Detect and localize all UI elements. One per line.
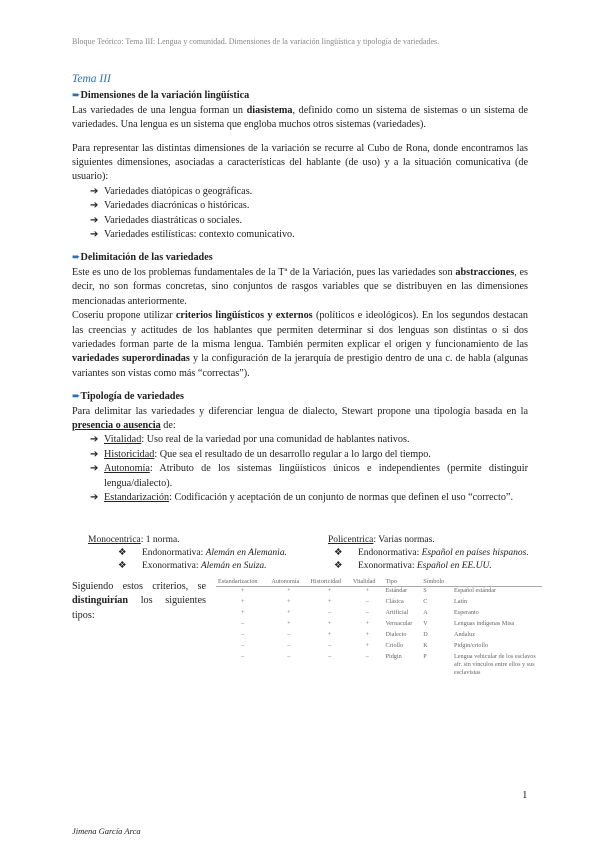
table-cell: +	[240, 587, 245, 594]
column-header: Vitalidad	[351, 577, 384, 587]
table-cell: +	[327, 620, 332, 627]
criterion-term: Vitalidad	[104, 434, 142, 446]
table-cell: Clásica	[385, 598, 404, 605]
paragraph	[72, 405, 528, 434]
criterion-text: : Atributo de los sistemas lingüísticos únicos e independientes (permite distinguir lengua/dialecto).	[104, 463, 528, 489]
bold-term: distinguirían	[72, 595, 129, 607]
paragraph	[72, 309, 528, 381]
bold-term: presencia o ausencia	[72, 419, 161, 431]
diamond-bullet-icon: ❖	[334, 561, 343, 571]
table-cell: +	[365, 620, 369, 627]
table-cell: +	[365, 587, 369, 594]
list-item	[90, 448, 528, 462]
table-cell: Vernacular	[385, 620, 413, 627]
text: , definido como un sistema de sistemas o un sistema de variedades. Una lengua es un sistema que engloba muchos otros sistemas (variedades).	[72, 104, 528, 131]
norm-example: Español en EE.UU.	[416, 561, 492, 571]
norm-desc: : 1 norma.	[140, 535, 180, 545]
column-header: Estandarización	[216, 577, 269, 587]
section-title: Delimitación de las variedades	[80, 252, 213, 264]
arrow-icon: ➨	[72, 252, 81, 264]
table-cell: Pidgin/criollo	[454, 642, 489, 649]
bold-term: diasistema	[246, 104, 293, 116]
tema-title: Tema III	[72, 73, 111, 85]
arrow-right-icon: ➔	[90, 214, 99, 226]
dimension-list	[72, 185, 528, 243]
table-cell: –	[241, 642, 245, 649]
list-item	[90, 491, 528, 505]
list-item	[90, 199, 528, 213]
text: Coseriu propone utilizar	[72, 310, 176, 322]
column-header: Autonomía	[269, 577, 308, 587]
table-cell: –	[241, 620, 245, 627]
criteria-list	[72, 433, 528, 505]
table-cell: –	[287, 631, 291, 638]
list-item	[90, 433, 528, 447]
section-heading-tipologia	[72, 390, 528, 404]
policentrica-block	[328, 534, 538, 573]
table-cell: K	[423, 642, 428, 649]
table-cell: Dialecto	[385, 631, 407, 638]
text: , es decir, no son formas concretas, sino conjuntos de rasgos variables que se distribuyen en las dimensiones mencionadas anteriormente.	[72, 266, 528, 307]
text: Para delimitar las variedades y diferenciar lengua de dialecto, Stewart propone una tipología basada en la	[72, 405, 528, 417]
paragraph: Para representar las distintas dimensiones de la variación se recurre al Cubo de Rona, donde encontramos las siguientes dimensiones, asociadas a características del hablante (de uso) y a la situación comunicativa (de usuario):	[72, 142, 528, 183]
paragraph	[72, 104, 528, 133]
table-header-row	[216, 577, 542, 587]
norm-type: Endonormativa:	[358, 548, 422, 558]
table-cell: C	[423, 598, 428, 605]
norm-type: Exonormativa:	[358, 561, 417, 571]
section-heading-dimensiones	[72, 89, 528, 103]
stewart-typology-table	[216, 577, 542, 694]
table-row	[216, 631, 542, 642]
table-cell: Español estándar	[454, 587, 497, 594]
table-cell: Andaluz	[454, 631, 475, 638]
table-cell: P	[423, 653, 427, 660]
bold-term: abstracciones	[455, 266, 515, 278]
table-row	[216, 587, 542, 599]
list-item-text: Variedades diatópicas o geográficas.	[104, 185, 253, 197]
table-cell: +	[327, 598, 332, 605]
list-item-text: Variedades estilísticas: contexto comunicativo.	[104, 229, 295, 241]
table-cell: –	[365, 609, 369, 616]
table-row	[216, 642, 542, 653]
list-item	[90, 185, 528, 199]
page-header: Bloque Teórico: Tema III: Lengua y comunidad. Dimensiones de la variación lingüística y tipología de variedades.	[72, 37, 440, 46]
text: Siguiendo estos criterios, se	[72, 581, 206, 592]
table-row	[216, 653, 542, 677]
document-body	[72, 72, 528, 505]
diamond-bullet-icon: ❖	[118, 548, 127, 558]
table-cell: +	[287, 620, 291, 627]
norm-desc: : Varias normas.	[373, 535, 435, 545]
diamond-bullet-icon: ❖	[334, 548, 343, 558]
table-cell: +	[365, 642, 369, 649]
table-cell: +	[287, 598, 291, 605]
list-item	[90, 228, 528, 242]
table-cell: Pidgin	[385, 653, 402, 660]
text: Las variedades de una lengua forman un	[72, 104, 247, 116]
table-row	[216, 609, 542, 620]
table-cell: +	[240, 609, 245, 616]
criterion-text: : Codificación y aceptación de un conjunto de normas que definen el uso “correcto”.	[169, 491, 514, 503]
bold-term: criterios lingüísticos y externos	[175, 310, 313, 322]
text: y la configuración de la jerarquía de prestigio dentro de una c. de habla (algunas variantes son vistas como más “correctas”).	[72, 353, 529, 379]
table-cell: –	[287, 653, 291, 660]
arrow-right-icon: ➔	[90, 185, 99, 197]
norm-example: Alemán en Suiza.	[200, 561, 267, 571]
bold-term: variedades superordinadas	[72, 353, 190, 365]
table-cell: –	[328, 653, 332, 660]
table-row	[216, 620, 542, 631]
table-cell: –	[365, 598, 369, 605]
table-cell: –	[241, 653, 245, 660]
column-header: Tipo	[384, 577, 422, 587]
list-item-text: Variedades diastráticas o sociales.	[104, 214, 243, 226]
table-cell: +	[327, 587, 332, 594]
table-cell: +	[287, 609, 291, 616]
text: los siguientes tipos:	[72, 595, 206, 621]
section-heading-delimitacion	[72, 251, 528, 265]
column-header	[452, 577, 542, 587]
table-cell: Artificial	[385, 609, 409, 616]
norm-example: Español en países hispanos.	[421, 548, 529, 558]
table-cell: –	[241, 631, 245, 638]
arrow-right-icon: ➔	[90, 200, 99, 212]
diamond-bullet-icon: ❖	[118, 561, 127, 571]
monocentrica-block	[88, 534, 318, 573]
page-number: 1	[522, 789, 528, 801]
table-cell: +	[327, 631, 332, 638]
table-cell: –	[365, 653, 369, 660]
table-cell: +	[287, 587, 291, 594]
criterion-text: : Que sea el resultado de un desarrollo regular a lo largo del tiempo.	[154, 448, 431, 460]
norm-title: Policentrica	[328, 535, 374, 545]
table-cell: Lenguas indígenas Misa	[454, 620, 515, 627]
table-cell: –	[287, 642, 291, 649]
column-header: Historicidad	[308, 577, 350, 587]
table-cell: V	[423, 620, 428, 627]
table-row	[216, 598, 542, 609]
criterion-term: Historicidad	[104, 448, 155, 460]
norm-example: Alemán en Alemania.	[205, 548, 287, 558]
arrow-right-icon: ➔	[90, 229, 99, 241]
criterion-term: Autonomía	[104, 463, 150, 475]
norm-type: Exonormativa:	[142, 561, 201, 571]
paragraph	[72, 266, 528, 309]
arrow-right-icon: ➔	[90, 463, 99, 475]
arrow-right-icon: ➔	[90, 448, 99, 460]
norm-type: Endonormativa:	[142, 548, 206, 558]
norm-title: Monocentrica	[88, 535, 141, 545]
criterion-term: Estandarización	[104, 491, 170, 503]
list-item	[90, 462, 528, 491]
table-cell: +	[240, 598, 245, 605]
arrow-icon: ➨	[72, 391, 81, 403]
text: de:	[160, 419, 176, 431]
arrow-right-icon: ➔	[90, 434, 99, 446]
table-cell: Estándar	[385, 587, 408, 594]
table-cell: A	[423, 609, 428, 616]
table-cell: Criollo	[385, 642, 404, 649]
author-footer: Jimena García Arca	[72, 826, 141, 836]
criterion-text: : Uso real de la variedad por una comunidad de hablantes nativos.	[141, 434, 410, 446]
arrow-right-icon: ➔	[90, 491, 99, 503]
table-cell: S	[423, 587, 427, 594]
text: (políticos e ideológicos). En los segundos destacan las creencias y actitudes de los hablantes que permiten determinar si dos lenguas son distintas o si dos variedades forman parte de la misma lengua. También permiten explicar el origen y funcionamiento de las	[72, 310, 528, 350]
table-cell: Latín	[454, 598, 468, 605]
section-title: Tipología de variedades	[80, 391, 184, 403]
typology-table	[216, 577, 542, 677]
arrow-icon: ➨	[72, 90, 81, 102]
list-item	[90, 214, 528, 228]
text: Este es uno de los problemas fundamentales de la Tª de la Variación, pues las variedades son	[72, 266, 456, 278]
table-cell: +	[365, 631, 369, 638]
column-header: Símbolo	[421, 577, 452, 587]
table-cell: Lengua vehicular de los esclavos afr. sin vínculos entre ellos y sus esclavistas	[454, 653, 536, 676]
table-cell: –	[328, 609, 332, 616]
table-cell: Esperanto	[454, 609, 479, 616]
section-title: Dimensiones de la variación lingüística	[80, 90, 250, 102]
types-intro	[72, 580, 206, 623]
list-item-text: Variedades diacrónicas o históricas.	[104, 200, 250, 212]
table-cell: –	[328, 642, 332, 649]
table-cell: D	[423, 631, 428, 638]
